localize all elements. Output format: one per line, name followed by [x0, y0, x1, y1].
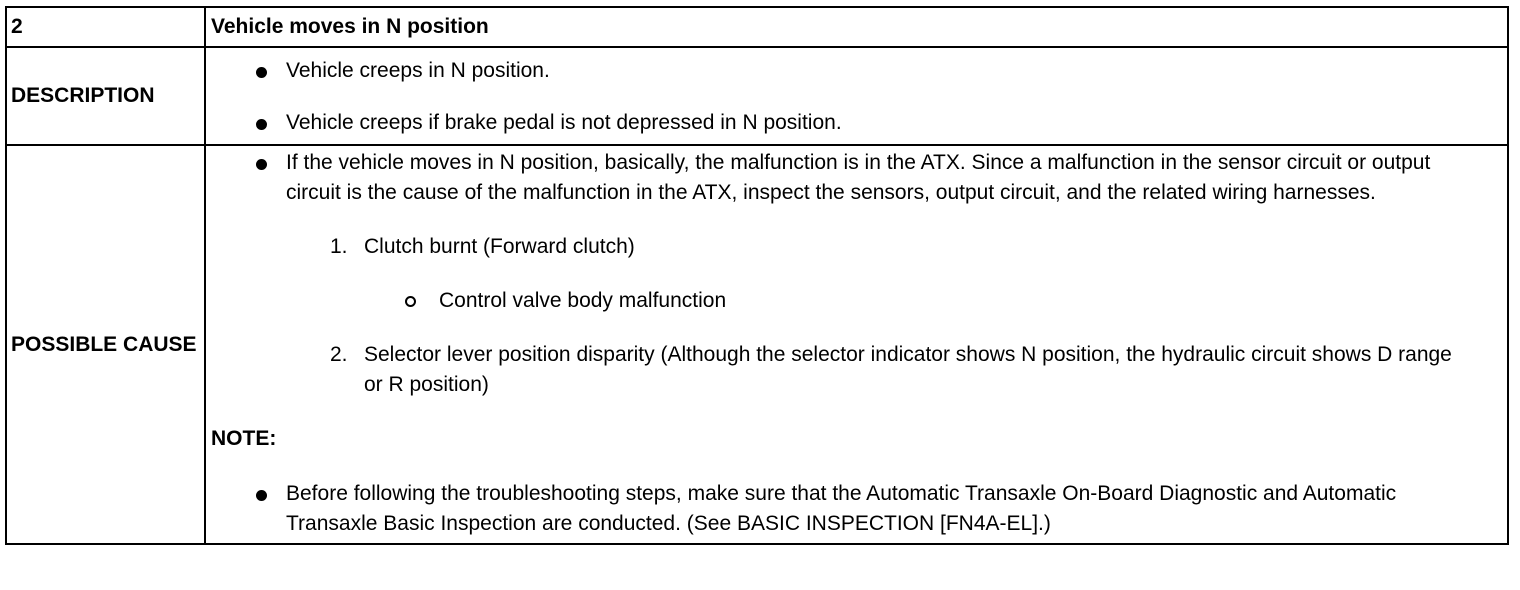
bullet-icon — [256, 119, 267, 130]
bullet-icon — [256, 159, 267, 170]
cause-numbered-list — [206, 232, 1507, 400]
description-content — [205, 47, 1508, 145]
possible-cause-row — [6, 145, 1508, 544]
table-header-row — [6, 7, 1508, 47]
possible-cause-content — [205, 145, 1508, 544]
troubleshooting-table — [5, 6, 1509, 545]
description-row — [6, 47, 1508, 145]
note-bullet-list — [206, 479, 1507, 539]
cause-main-text: If the vehicle moves in N position, basically, the malfunction is in the ATX. Since a malfunction in the sensor circuit or output circuit is the cause of the malfunction in the ATX, inspect the sensors, output circuit, and the related wiring harnesses. — [286, 151, 1431, 204]
description-bullet-list — [206, 56, 1507, 138]
description-bullet-item — [206, 108, 1507, 138]
description-bullet-item — [206, 56, 1507, 86]
cause-sub-item — [206, 286, 1507, 316]
cause-main-bullet — [206, 148, 1507, 208]
description-label: DESCRIPTION — [6, 47, 205, 145]
circle-bullet-icon — [405, 296, 416, 307]
note-bullet-item — [206, 479, 1507, 539]
cause-item-text: Clutch burnt (Forward clutch) — [364, 235, 635, 258]
note-label: NOTE: — [211, 427, 277, 450]
description-bullet-text: Vehicle creeps if brake pedal is not depressed in N position. — [286, 111, 842, 134]
possible-cause-label: POSSIBLE CAUSE — [6, 145, 205, 544]
cause-bullet-list — [206, 148, 1507, 208]
bullet-icon — [256, 490, 267, 501]
step-title: Vehicle moves in N position — [205, 7, 1508, 47]
description-bullet-text: Vehicle creeps in N position. — [286, 59, 550, 82]
step-number: 2 — [6, 7, 205, 47]
cause-item-text: Selector lever position disparity (Although the selector indicator shows N position, the hydraulic circuit shows D range or R position) — [364, 343, 1452, 396]
bullet-icon — [256, 67, 267, 78]
cause-sub-item-text: Control valve body malfunction — [439, 289, 727, 312]
item-number: 2. — [330, 343, 348, 366]
item-number: 1. — [330, 235, 348, 258]
note-bullet-text: Before following the troubleshooting steps, make sure that the Automatic Transaxle On-Board Diagnostic and Automatic Transaxle Basic Inspection are conducted. (See BASIC INSPECTION [FN4A-EL].) — [286, 482, 1397, 535]
cause-numbered-item — [206, 232, 1507, 262]
cause-numbered-item — [206, 340, 1507, 400]
